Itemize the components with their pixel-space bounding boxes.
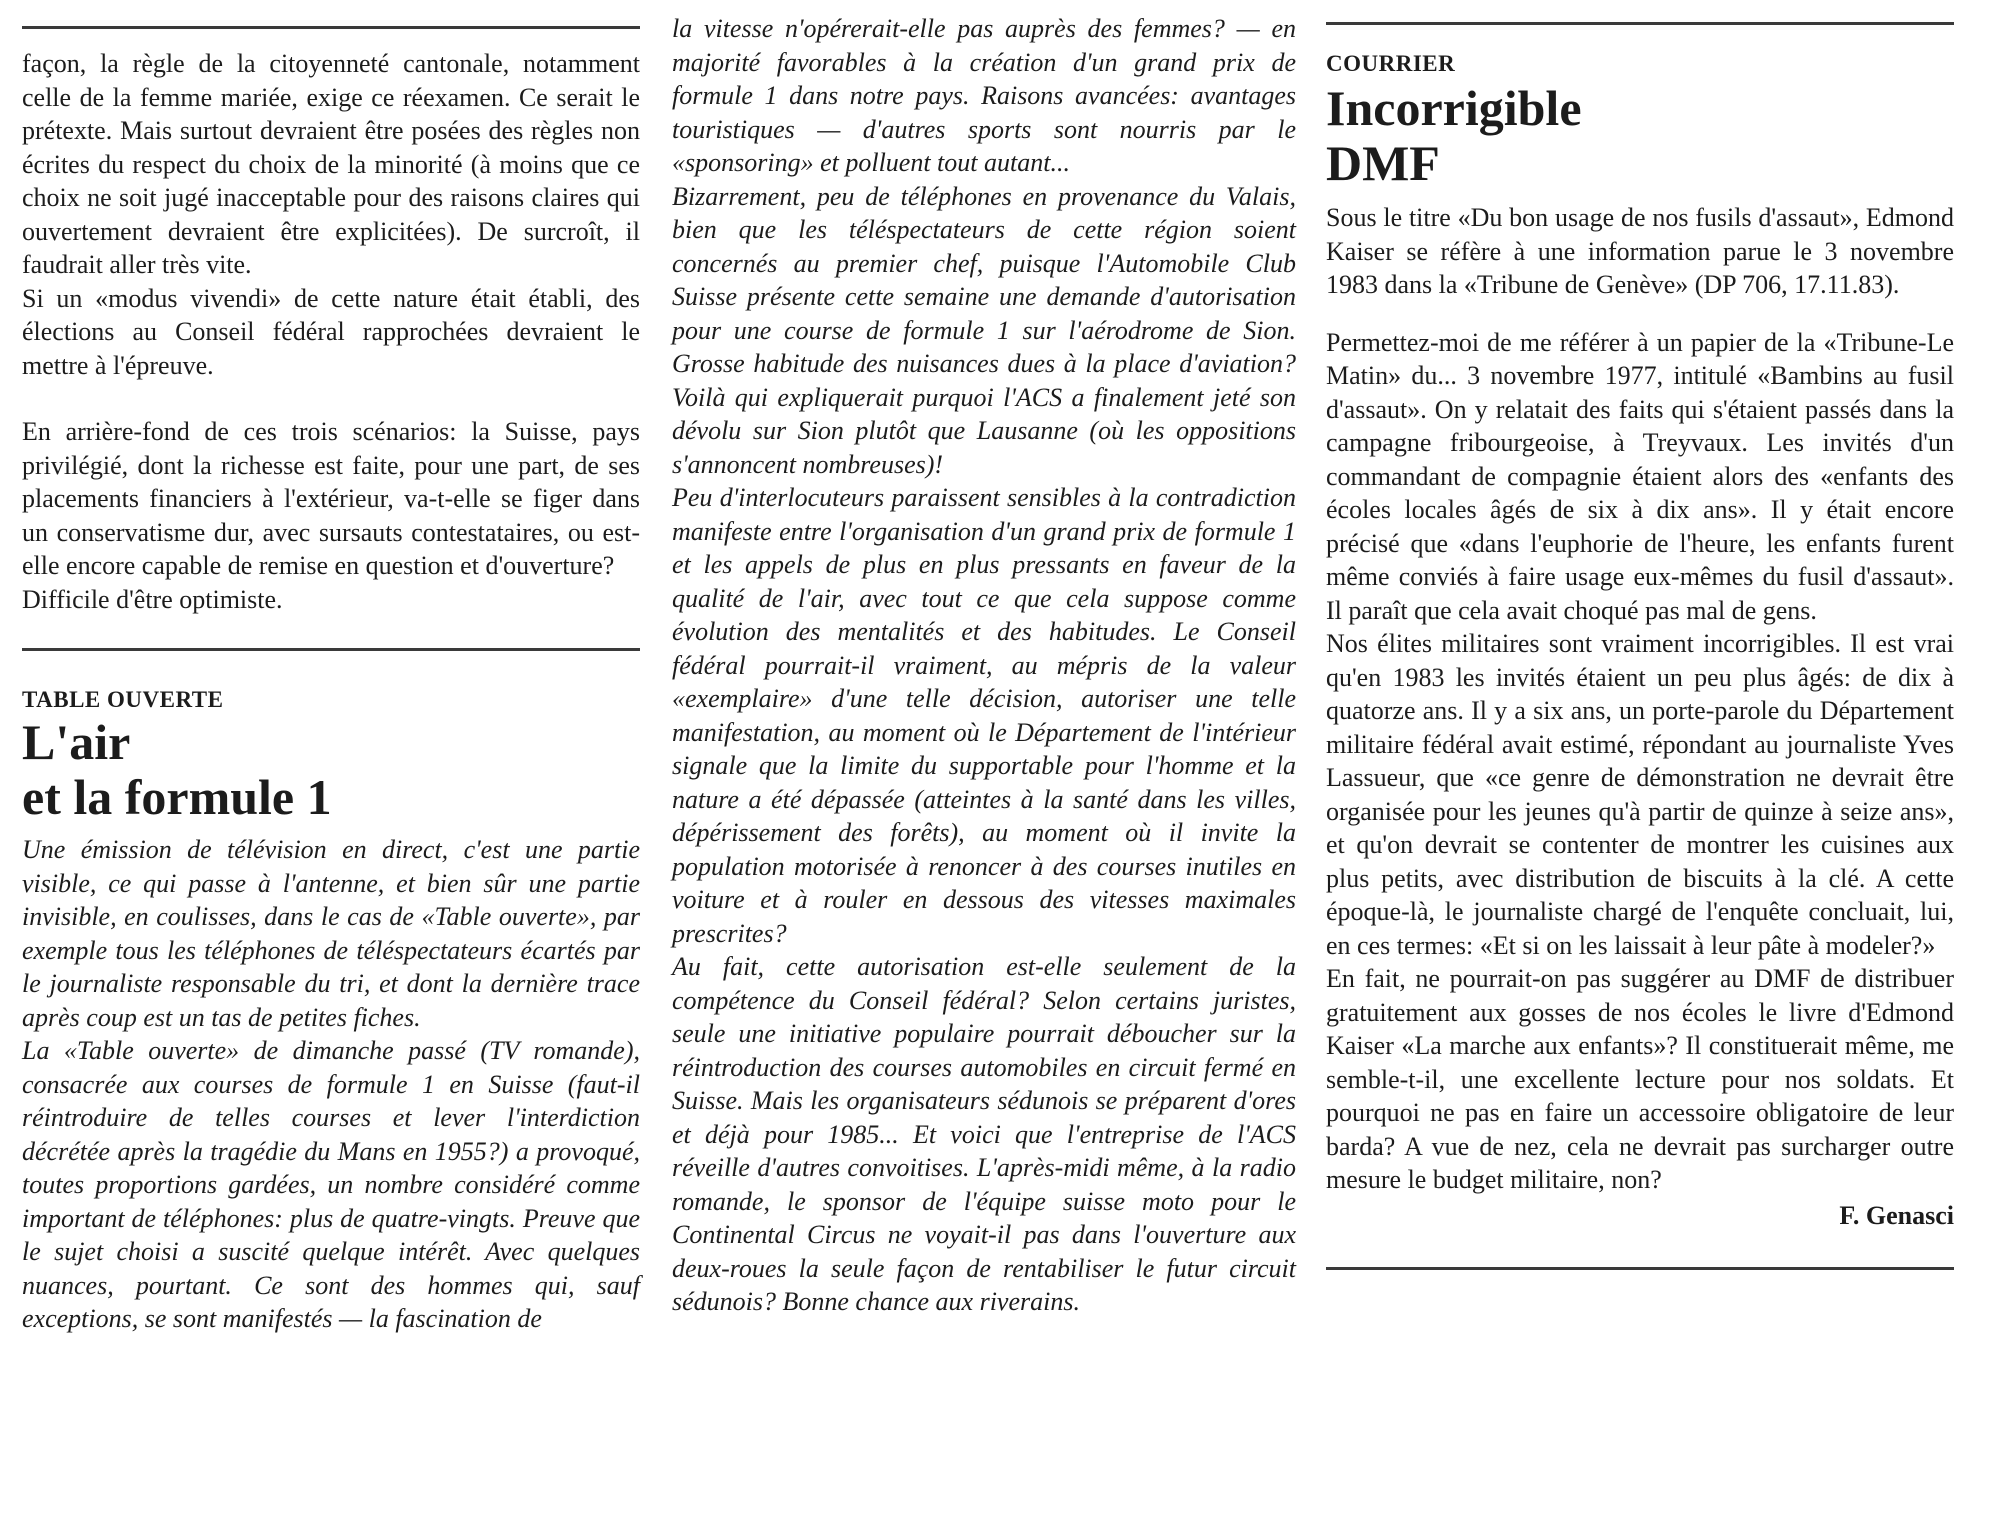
- letter-body: [1326, 326, 1954, 1197]
- author-signature: F. Genasci: [1839, 1200, 1954, 1230]
- top-rule: [22, 26, 640, 29]
- paragraph: La «Table ouverte» de dimanche passé (TV romande), consacrée aux courses de formule 1 en Suisse (faut-il réintroduire de telles courses et lever l'interdiction décrétée après la tragédie du Mans en 1955?) a provoqué, toutes proportions gardées, un nombre considéré comme important de téléphones: plus de quatre-vingts. Preuve que le sujet choisi a suscité quelque intérêt. Avec quelques nuances, pourtant. Ce sont des hommes qui, sauf exceptions, se sont manifestés — la fascination de: [22, 1036, 640, 1333]
- article-courrier: [1326, 51, 1954, 1231]
- column-middle: [672, 0, 1296, 1319]
- article-body: [22, 833, 640, 1336]
- paragraph: En fait, ne pourrait-on pas suggérer au DMF de distribuer gratuitement aux gosses de nos écoles le livre d'Edmond Kaiser «La marche aux enfants»? Il constituerait même, me semble-t-il, une excellente lecture pour nos soldats. Et pourquoi ne pas en faire un accessoire obligatoire de leur barda? A vue de nez, cela ne devrait pas surcharger outre mesure le budget militaire, non?: [1326, 964, 1954, 1194]
- bottom-rule: [1326, 1267, 1954, 1270]
- paragraph: Permettez-moi de me référer à un papier de la «Tribune-Le Matin» du... 3 novembre 1977, intitulé «Bambins au fusil d'assaut». On y relatait des faits qui s'étaient passés dans la campagne fribourgeoise, à Treyvaux. Les invités d'un commandant de compagnie étaient alors des «enfants des écoles locales âgés de six à dix ans». Il y était encore précisé que «dans l'euphorie de l'heure, les enfants furent même conviés à faire usage eux-mêmes du fusil d'assaut». Il paraît que cela avait choqué pas mal de gens.: [1326, 327, 1954, 625]
- paragraph: Si un «modus vivendi» de cette nature était établi, des élections au Conseil fédéral rapprochées devraient le mettre à l'épreuve.: [22, 283, 640, 380]
- paragraph: Bizarrement, peu de téléphones en provenance du Valais, bien que les téléspectateurs de cette région soient concernés au premier chef, puisque l'Automobile Club Suisse présente cette semaine une demande d'autorisation pour une course de formule 1 sur l'aérodrome de Sion. Grosse habitude des nuisances dues à la place d'aviation? Voilà qui expliquerait purquoi l'ACS a finalement jeté son dévolu sur Sion plutôt que Lausanne (où les oppositions s'annoncent nombreuses)!: [672, 181, 1296, 479]
- headline-line-1: L'air: [22, 714, 131, 770]
- article-body-continued: [672, 12, 1296, 1319]
- paragraph: Une émission de télévision en direct, c'est une partie visible, ce qui passe à l'antenne, et bien sûr une partie invisible, en coulisses, dans le cas de «Table ouverte», par exemple tous les téléphones de téléspectateurs écartés par le journaliste responsable du tri, et dont la dernière trace après coup est un tas de petites fiches.: [22, 835, 640, 1032]
- paragraph: Nos élites militaires sont vraiment incorrigibles. Il est vrai qu'en 1983 les invités étaient un peu plus âgés: de dix à quatorze ans. Il y a six ans, un porte-parole du Département militaire fédéral avait estimé, répondant au journaliste Yves Lassueur, que «ce genre de démonstration ne devrait être organisée pour les jeunes qu'à partir de quinze à seize ans», et qu'on devrait se contenter de montrer les cuisines aux plus petits, avec distribution de biscuits à la clé. A cette époque-là, le journaliste chargé de l'enquête concluait, lui, en ces termes: «Et si on les laissait à leur pâte à modeler?»: [1326, 629, 1954, 960]
- headline-line-1: Incorrigible: [1326, 80, 1582, 136]
- article-intro: Sous le titre «Du bon usage de nos fusils d'assaut», Edmond Kaiser se réfère à une information parue le 3 novembre 1983 dans la «Tribune de Genève» (DP 706, 17.11.83).: [1326, 203, 1954, 299]
- headline-line-2: et la formule 1: [22, 769, 332, 825]
- section-kicker: TABLE OUVERTE: [22, 687, 224, 712]
- column-left: [22, 0, 640, 1336]
- paragraph: Difficile d'être optimiste.: [22, 584, 283, 614]
- paragraph: la vitesse n'opérerait-elle pas auprès des femmes? — en majorité favorables à la création d'un grand prix de formule 1 dans notre pays. Raisons avancées: avantages touristiques — d'autres sports sont nourris par le «sponsoring» et polluent tout autant...: [672, 14, 1296, 177]
- headline: [22, 715, 640, 825]
- column-right: [1326, 0, 1954, 1270]
- headline: [1326, 81, 1954, 191]
- headline-line-2: DMF: [1326, 135, 1440, 191]
- section-rule: [22, 648, 640, 651]
- paragraph: façon, la règle de la citoyenneté cantonale, notamment celle de la femme mariée, exige ce réexamen. Ce serait le prétexte. Mais surtout devraient être posées des règles non écrites du respect du choix de la minorité (à moins que ce choix ne soit jugé inacceptable pour des raisons claires qui ouvertement devraient être explicitées). De surcroît, il faudrait aller très vite.: [22, 49, 640, 279]
- article-table-ouverte: [22, 687, 640, 1336]
- section-kicker: COURRIER: [1326, 51, 1456, 76]
- prev-article-continuation: [22, 47, 640, 616]
- paragraph: Au fait, cette autorisation est-elle seulement de la compétence du Conseil fédéral? Selon certains juristes, seule une initiative populaire pourrait déboucher sur la réintroduction des courses automobiles en circuit fermé en Suisse. Mais les organisateurs sédunois se préparent d'ores et déjà pour 1985... Et voici que l'entreprise de l'ACS réveille d'autres convoitises. L'après-midi même, à la radio romande, le sponsor de l'équipe suisse moto pour le Continental Circus ne voyait-il pas dans l'ouverture aux deux-roues la seule façon de rentabiliser le futur circuit sédunois? Bonne chance aux riverains.: [672, 952, 1296, 1316]
- paragraph: Peu d'interlocuteurs paraissent sensibles à la contradiction manifeste entre l'organisation d'un grand prix de formule 1 et les appels de plus en plus pressants en faveur de la qualité de l'air, avec tout ce que cela suppose comme évolution des mentalités et des habitudes. Le Conseil fédéral pourrait-il vraiment, au mépris de la valeur «exemplaire» d'une telle décision, autoriser une telle manifestation, au moment où le Département de l'intérieur signale que la limite du supportable pour l'homme et la nature a été dépassée (atteintes à la santé dans les villes, dépérissement des forêts), au moment où il invite la population motorisée à renoncer à des courses inutiles en voiture et à rouler en dessous des vitesses maximales prescrites?: [672, 483, 1296, 948]
- paragraph: En arrière-fond de ces trois scénarios: la Suisse, pays privilégié, dont la richesse est faite, pour une part, de ses placements financiers à l'extérieur, va-t-elle se figer dans un conservatisme dur, avec sursauts contestataires, ou est-elle encore capable de remise en question et d'ouverture?: [22, 417, 640, 580]
- top-rule: [1326, 22, 1954, 25]
